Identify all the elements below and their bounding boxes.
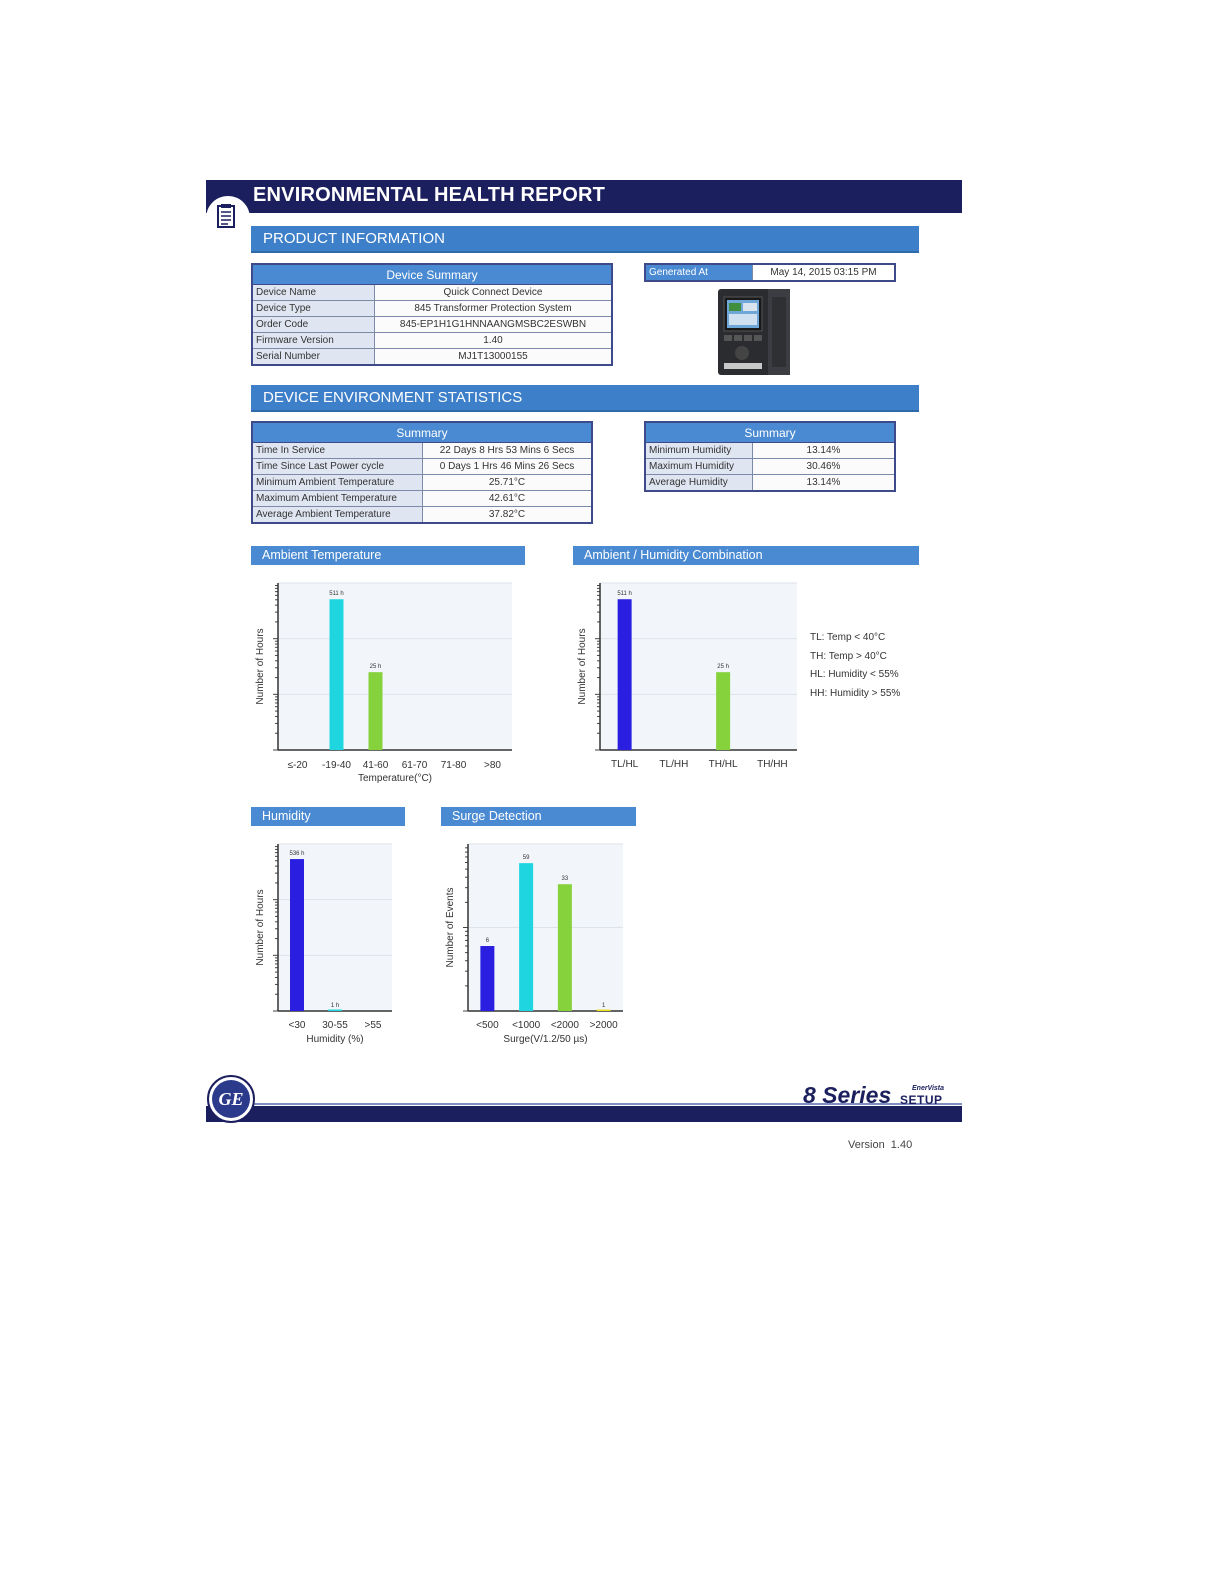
- y-axis-label: Number of Hours: [255, 889, 266, 966]
- ambient-humidity-chart-title: Ambient / Humidity Combination: [573, 546, 919, 565]
- bar: [618, 599, 632, 750]
- data-label: 25 h: [717, 664, 729, 671]
- x-tick-label: 30-55: [322, 1020, 348, 1031]
- data-label: 1: [601, 1003, 606, 1009]
- ambient-temperature-chart-title: Ambient Temperature: [251, 546, 525, 565]
- bar: [290, 859, 304, 1011]
- table-row: [252, 507, 592, 524]
- table-row: [252, 285, 612, 301]
- table-row: [252, 475, 592, 491]
- table-row: [252, 349, 612, 366]
- x-tick-label: 71-80: [440, 760, 467, 771]
- data-label: 1 h: [330, 1003, 340, 1009]
- x-tick-label: >80: [484, 760, 501, 771]
- product-information-header: PRODUCT INFORMATION: [251, 226, 919, 253]
- legend-item: HL: Humidity < 55%: [810, 669, 899, 680]
- table-row: [645, 475, 895, 492]
- bar: [597, 1010, 611, 1012]
- table-row: [252, 443, 592, 459]
- bar: [519, 863, 533, 1011]
- device-summary-table: [251, 263, 613, 366]
- serial-number-value: MJ1T13000155: [375, 349, 613, 366]
- generated-at-table: [644, 263, 896, 282]
- min-humidity-label: Minimum Humidity: [645, 443, 753, 459]
- min-ambient-temp-value: 25.71°C: [423, 475, 593, 491]
- time-since-power-cycle-value: 0 Days 1 Hrs 46 Mins 26 Secs: [423, 459, 593, 475]
- max-humidity-value: 30.46%: [753, 459, 896, 475]
- x-tick-label: >55: [364, 1020, 382, 1031]
- device-name-value: Quick Connect Device: [375, 285, 613, 301]
- ge-logo: [206, 1074, 256, 1124]
- x-tick-label: >2000: [589, 1020, 618, 1031]
- generated-at-label: Generated At: [645, 264, 753, 281]
- max-humidity-label: Maximum Humidity: [645, 459, 753, 475]
- table-row: [252, 301, 612, 317]
- x-tick-label: 41-60: [362, 760, 389, 771]
- min-ambient-temp-label: Minimum Ambient Temperature: [252, 475, 423, 491]
- device-type-value: 845 Transformer Protection System: [375, 301, 613, 317]
- report-title: ENVIRONMENTAL HEALTH REPORT: [253, 184, 606, 206]
- setup-label: SETUP: [900, 1093, 943, 1107]
- y-axis-label: Number of Events: [445, 887, 456, 968]
- humidity-summary-header: Summary: [645, 422, 895, 443]
- data-label: 511 h: [329, 591, 344, 598]
- report-document-icon: [206, 196, 250, 240]
- order-code-label: Order Code: [252, 317, 375, 333]
- legend-item: TH: Temp > 40°C: [810, 650, 887, 662]
- legend-item: HH: Humidity > 55%: [810, 687, 901, 699]
- ambient-humidity-chart: [573, 575, 805, 770]
- avg-humidity-value: 13.14%: [753, 475, 896, 492]
- humidity-summary-table: [644, 421, 896, 492]
- bar: [369, 672, 383, 750]
- device-name-label: Device Name: [252, 285, 375, 301]
- x-axis-label: Temperature(°C): [357, 773, 433, 784]
- combination-legend: [810, 629, 900, 703]
- enervista-label: EnerVista: [912, 1085, 945, 1092]
- order-code-value: 845-EP1H1G1HNNAANGMSBC2ESWBN: [375, 317, 613, 333]
- x-axis-label: Humidity (%): [306, 1034, 364, 1045]
- bar: [716, 672, 730, 750]
- data-label: 25 h: [369, 664, 382, 671]
- humidity-chart: [251, 836, 405, 1051]
- x-tick-label: TH/HH: [757, 759, 788, 770]
- table-row: [252, 491, 592, 507]
- time-in-service-value: 22 Days 8 Hrs 53 Mins 6 Secs: [423, 443, 593, 459]
- avg-ambient-temp-label: Average Ambient Temperature: [252, 507, 423, 524]
- max-ambient-temp-value: 42.61°C: [423, 491, 593, 507]
- x-tick-label: <30: [288, 1020, 306, 1031]
- environment-summary-table: [251, 421, 593, 524]
- plot-area: [278, 583, 512, 750]
- x-axis-label: Surge(V/1.2/50 µs): [503, 1034, 588, 1045]
- x-tick-label: <2000: [550, 1020, 579, 1031]
- max-ambient-temp-label: Maximum Ambient Temperature: [252, 491, 423, 507]
- generated-at-value: May 14, 2015 03:15 PM: [753, 264, 896, 281]
- legend-item: TL: Temp < 40°C: [810, 632, 886, 643]
- y-axis-label: Number of Hours: [255, 628, 266, 705]
- bar: [328, 1010, 342, 1012]
- avg-humidity-label: Average Humidity: [645, 475, 753, 492]
- table-row: [252, 317, 612, 333]
- serial-number-label: Serial Number: [252, 349, 375, 366]
- device-type-label: Device Type: [252, 301, 375, 317]
- bar: [480, 946, 494, 1011]
- data-label: 6: [485, 938, 490, 945]
- eight-series-brand: 8 Series: [803, 1082, 892, 1108]
- bar: [558, 884, 572, 1011]
- table-row: [252, 459, 592, 475]
- version-label: Version 1.40: [848, 1139, 913, 1151]
- device-environment-statistics-header: DEVICE ENVIRONMENT STATISTICS: [251, 385, 919, 412]
- device-summary-header: Device Summary: [252, 264, 612, 285]
- x-tick-label: ≤-20: [287, 760, 308, 771]
- time-in-service-label: Time In Service: [252, 443, 423, 459]
- table-row: [645, 443, 895, 459]
- surge-detection-chart: [441, 836, 636, 1051]
- x-tick-label: TL/HH: [659, 759, 689, 770]
- svg-text:GE: GE: [218, 1089, 244, 1109]
- table-row: [252, 333, 612, 349]
- x-tick-label: 61-70: [401, 760, 428, 771]
- surge-detection-chart-title: Surge Detection: [441, 807, 636, 826]
- x-tick-label: -19-40: [322, 760, 351, 771]
- ambient-temperature-chart: [251, 575, 525, 790]
- data-label: 59: [522, 855, 530, 862]
- bar: [330, 599, 344, 750]
- time-since-power-cycle-label: Time Since Last Power cycle: [252, 459, 423, 475]
- environment-summary-header: Summary: [252, 422, 592, 443]
- x-tick-label: <500: [476, 1020, 499, 1031]
- firmware-version-label: Firmware Version: [252, 333, 375, 349]
- data-label: 536 h: [289, 851, 305, 858]
- y-axis-label: Number of Hours: [577, 628, 588, 705]
- avg-ambient-temp-value: 37.82°C: [423, 507, 593, 524]
- device-photo: [714, 287, 794, 377]
- x-tick-label: <1000: [512, 1020, 541, 1031]
- data-label: 33: [561, 876, 569, 883]
- x-tick-label: TL/HL: [611, 759, 639, 770]
- data-label: 511 h: [617, 591, 632, 598]
- firmware-version-value: 1.40: [375, 333, 613, 349]
- x-tick-label: TH/HL: [708, 759, 738, 770]
- humidity-chart-title: Humidity: [251, 807, 405, 826]
- min-humidity-value: 13.14%: [753, 443, 896, 459]
- table-row: [645, 459, 895, 475]
